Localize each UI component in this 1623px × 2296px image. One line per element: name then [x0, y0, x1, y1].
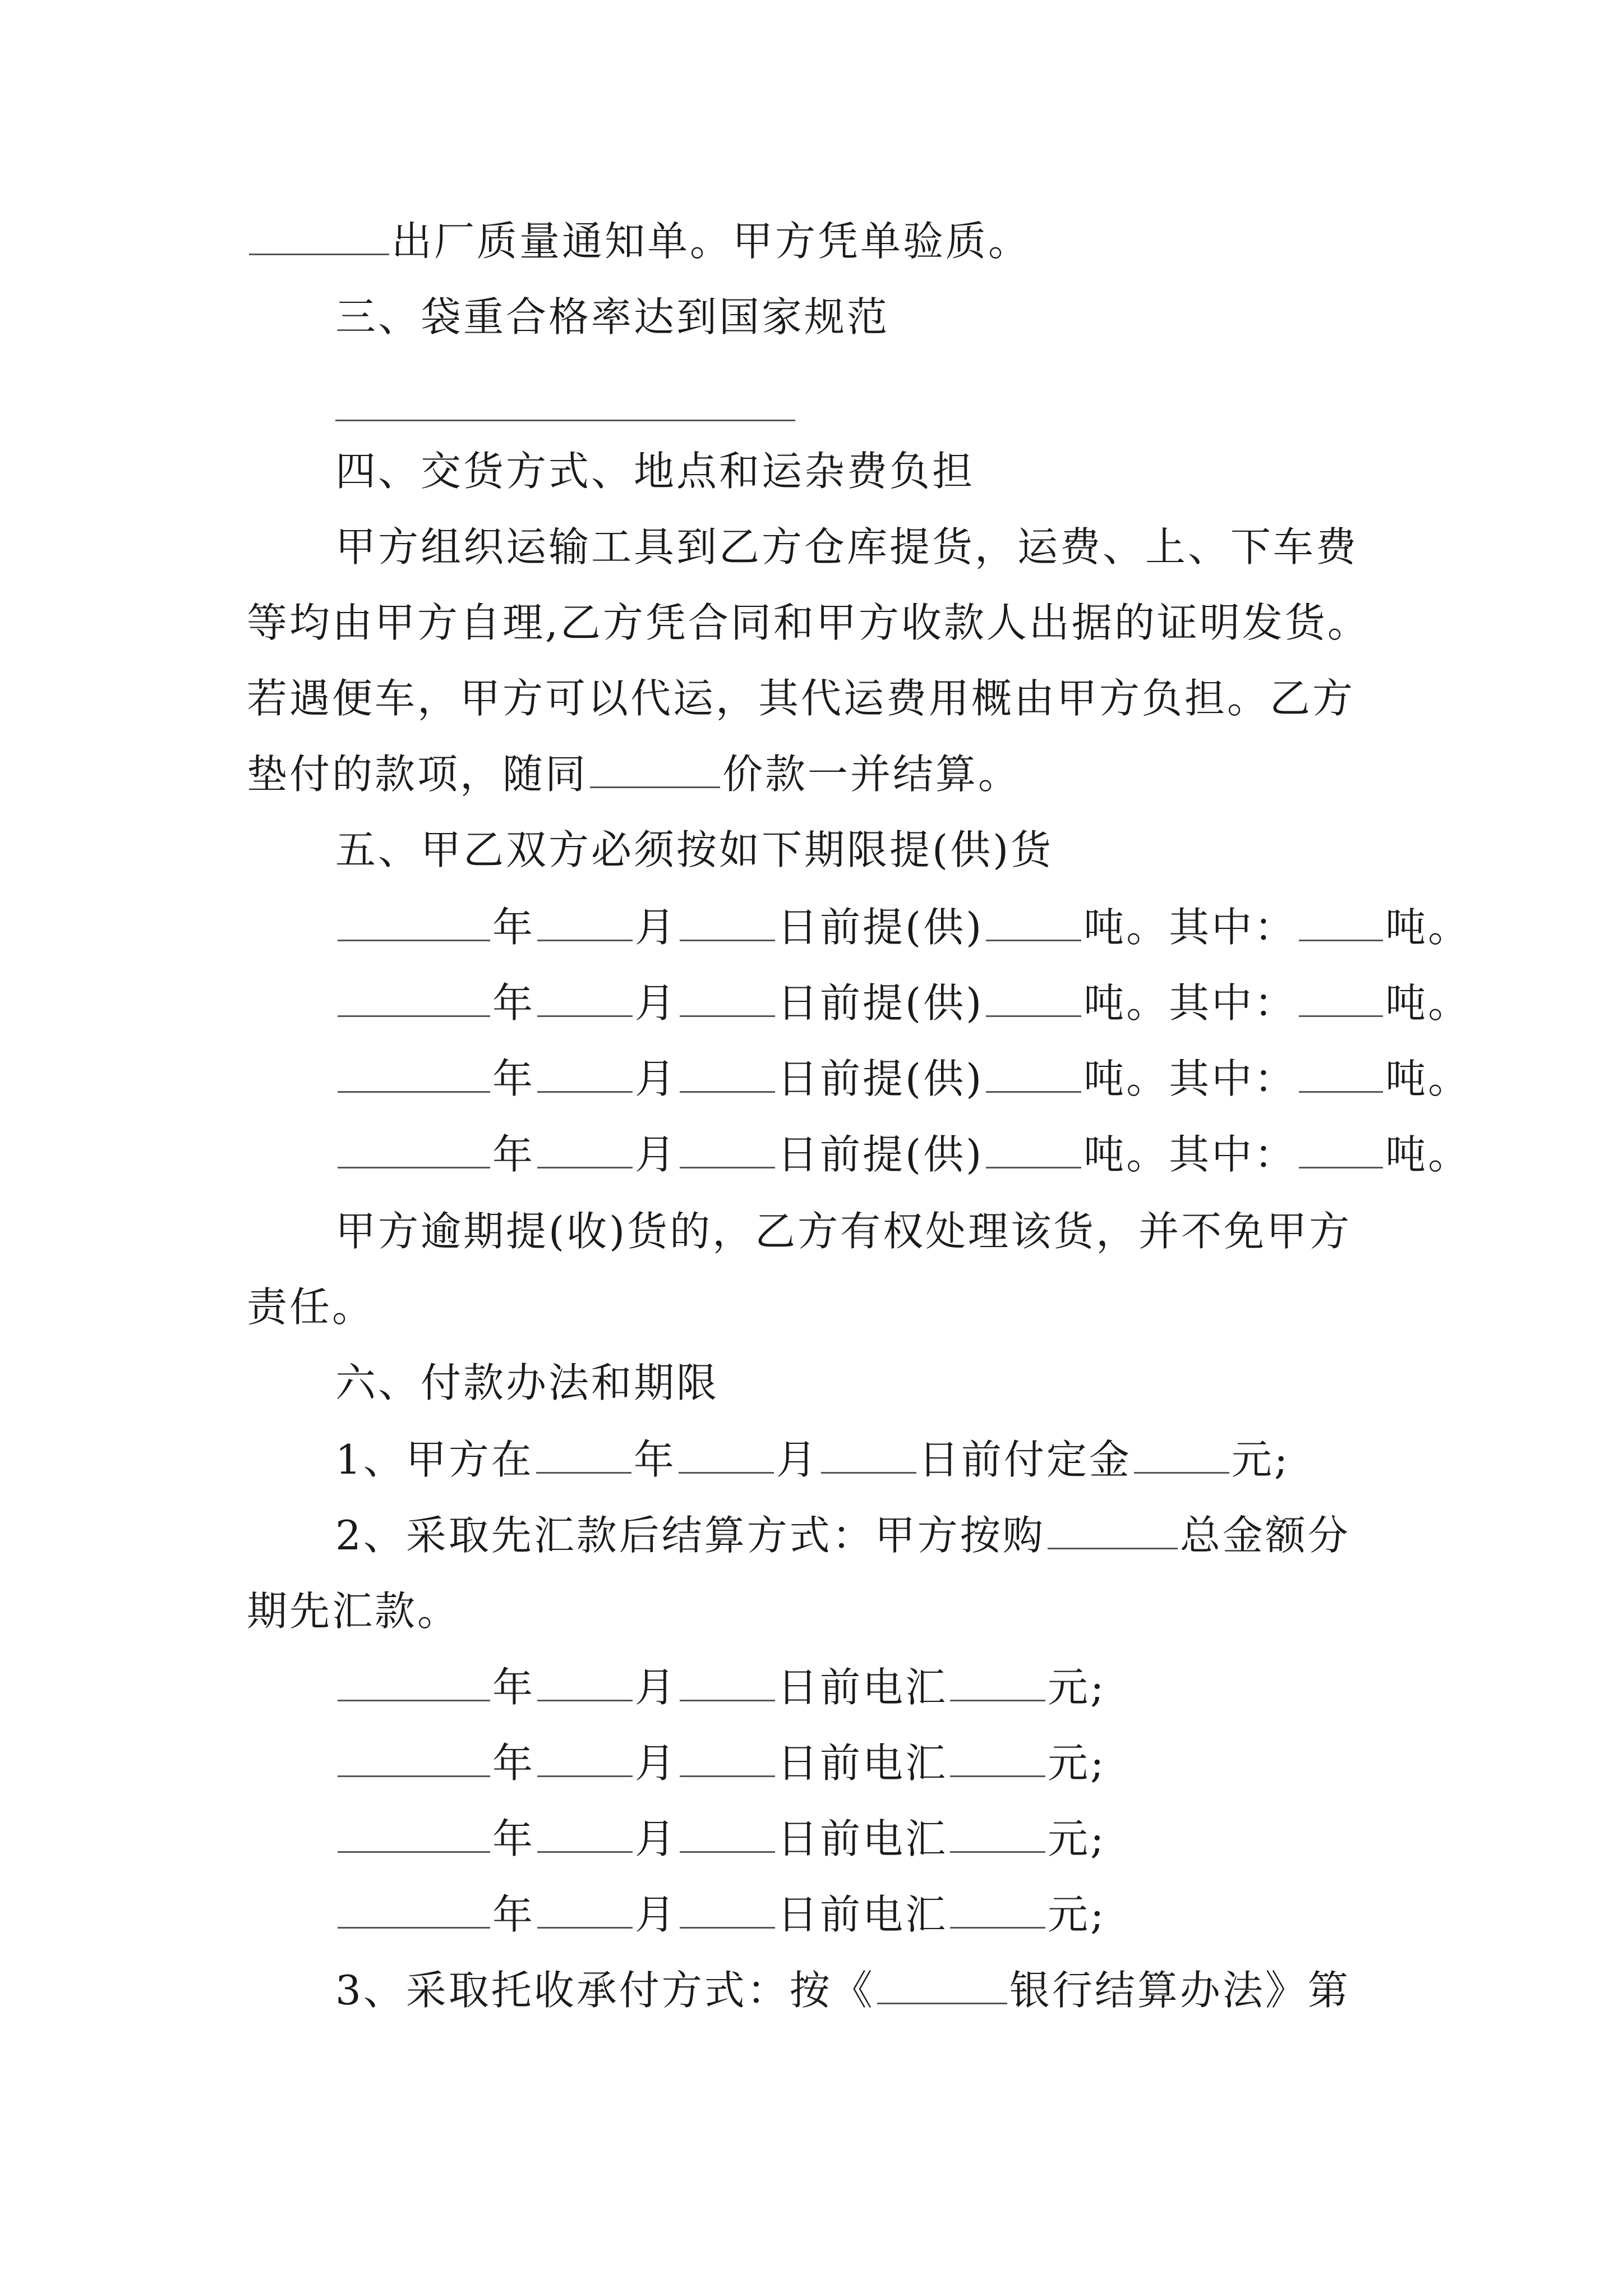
fill-blank — [950, 1665, 1045, 1701]
fill-blank — [249, 219, 389, 255]
paragraph-line: 3、采取托收承付方式：按《 银行结算办法》第 — [335, 1967, 1350, 2014]
fill-blank — [338, 905, 490, 941]
fill-blank — [537, 1132, 633, 1168]
fill-blank — [680, 1132, 775, 1168]
fill-blank — [986, 981, 1081, 1017]
fill-blank — [1299, 1132, 1383, 1168]
deposit-row: 1、甲方在 年 月 日前付定金 元; — [335, 1436, 1290, 1483]
paragraph-line: 责任。 — [247, 1283, 375, 1331]
fill-blank — [537, 1056, 633, 1093]
fill-blank — [986, 905, 1081, 941]
fill-blank — [338, 1056, 490, 1093]
fill-blank — [1134, 1437, 1229, 1474]
fill-blank — [537, 1741, 633, 1777]
fill-blank — [821, 1437, 916, 1474]
paragraph-line: 出厂质量通知单。甲方凭单验质。 — [247, 213, 1031, 269]
section-heading-3: 三、袋重合格率达到国家规范 — [335, 293, 890, 341]
fill-blank — [680, 1665, 775, 1701]
fill-blank — [338, 1741, 490, 1777]
fill-blank-line — [335, 420, 795, 421]
fill-blank — [877, 1968, 1007, 2004]
paragraph-line: 期先汇款。 — [247, 1588, 460, 1635]
remit-row: 年 月 日前电汇 元; — [335, 1735, 1106, 1791]
fill-blank — [537, 1665, 633, 1701]
fill-blank — [950, 1816, 1045, 1853]
section-heading-5: 五、甲乙双方必须按如下期限提(供)货 — [335, 826, 1054, 873]
paragraph-line: 垫付的款项，随同 价款一并结算。 — [247, 751, 1021, 798]
fill-blank — [537, 1892, 633, 1929]
section-heading-4: 四、交货方式、地点和运杂费负担 — [335, 448, 975, 495]
fill-blank — [338, 981, 490, 1017]
remit-row: 年 月 日前电汇 元; — [335, 1659, 1106, 1715]
fill-blank — [338, 1816, 490, 1853]
fill-blank — [680, 1892, 775, 1929]
fill-blank — [338, 1132, 490, 1168]
fill-blank — [338, 1892, 490, 1929]
delivery-row: 年 月 日前提(供) 吨。其中： 吨。 — [335, 899, 1470, 955]
remit-row: 年 月 日前电汇 元; — [335, 1811, 1106, 1867]
fill-blank — [590, 752, 720, 788]
fill-blank — [679, 1437, 774, 1474]
fill-blank — [536, 1437, 631, 1474]
delivery-row: 年 月 日前提(供) 吨。其中： 吨。 — [335, 1126, 1470, 1182]
fill-blank — [1048, 1513, 1178, 1549]
fill-blank — [680, 1056, 775, 1093]
fill-blank — [537, 1816, 633, 1853]
delivery-row: 年 月 日前提(供) 吨。其中： 吨。 — [335, 1051, 1470, 1107]
fill-blank — [680, 1741, 775, 1777]
fill-blank — [680, 905, 775, 941]
paragraph-line: 等均由甲方自理,乙方凭合同和甲方收款人出据的证明发货。 — [247, 599, 1370, 646]
section-heading-6: 六、付款办法和期限 — [335, 1359, 720, 1406]
paragraph-line: 2、采取先汇款后结算方式：甲方按购 总金额分 — [335, 1512, 1350, 1559]
fill-blank — [950, 1892, 1045, 1929]
remit-row: 年 月 日前电汇 元; — [335, 1887, 1106, 1943]
fill-blank — [1299, 1056, 1383, 1093]
fill-blank — [338, 1665, 490, 1701]
fill-blank — [680, 1816, 775, 1853]
fill-blank — [680, 981, 775, 1017]
fill-blank — [537, 981, 633, 1017]
paragraph-line: 若遇便车，甲方可以代运，其代运费用概由甲方负担。乙方 — [247, 675, 1355, 722]
fill-blank — [950, 1741, 1045, 1777]
delivery-row: 年 月 日前提(供) 吨。其中： 吨。 — [335, 975, 1470, 1031]
fill-blank — [986, 1132, 1081, 1168]
paragraph-line: 甲方组织运输工具到乙方仓库提货，运费、上、下车费 — [335, 523, 1359, 570]
fill-blank — [1299, 905, 1383, 941]
fill-blank — [537, 905, 633, 941]
fill-blank — [986, 1056, 1081, 1093]
paragraph-line: 甲方逾期提(收)货的，乙方有权处理该货，并不免甲方 — [335, 1208, 1352, 1255]
fill-blank — [1299, 981, 1383, 1017]
